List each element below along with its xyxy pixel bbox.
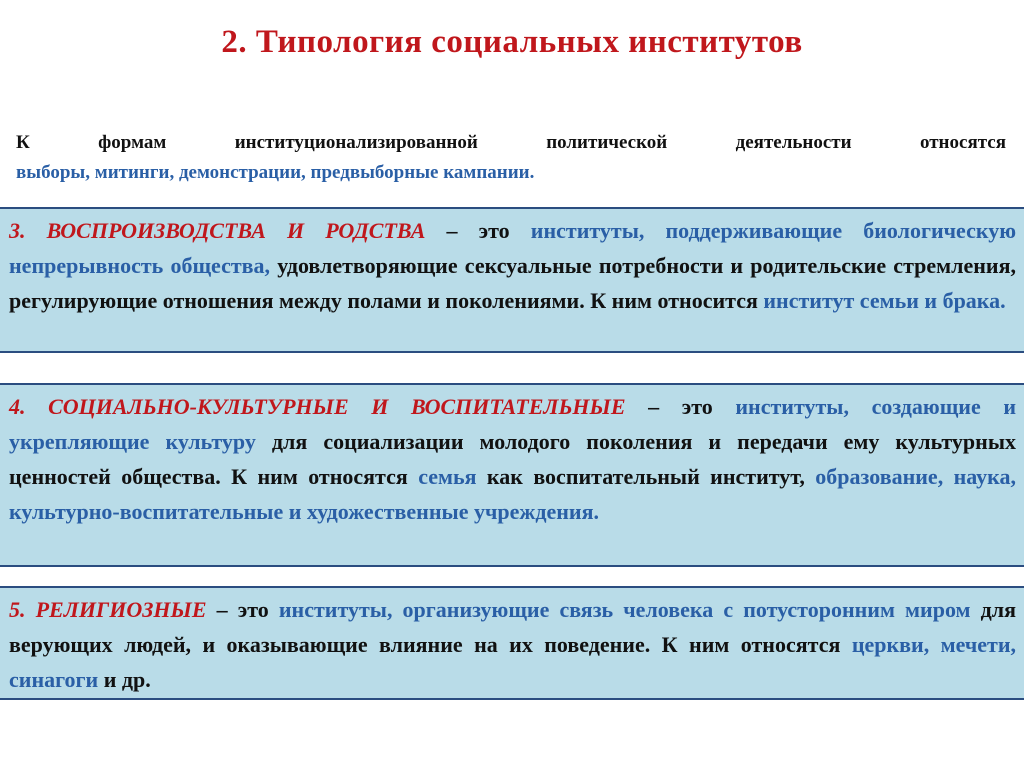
intro-line-1: К формам институционализированной политической деятельности относятся <box>16 132 1006 153</box>
section-definition: институты, организующие связь человека с потусторонним миром <box>278 597 971 622</box>
section-dash: – это <box>425 218 531 243</box>
section-text: для социализации молодого поколения и передачи ему культурных ценностей общества. К ним относятся <box>9 429 1016 489</box>
section-dash: – это <box>625 394 736 419</box>
section-examples: образование, наука, культурно-воспитательные и художественные учреждения. <box>9 464 1016 524</box>
section-examples: церкви, мечети, синагоги <box>9 632 1016 692</box>
section-religious <box>0 586 1024 700</box>
section-heading: ВОСПРОИЗВОДСТВА И РОДСТВА <box>46 218 426 243</box>
section-number: 4. <box>9 394 26 419</box>
intro-paragraph <box>16 128 1006 188</box>
section-heading: СОЦИАЛЬНО-КУЛЬТУРНЫЕ И ВОСПИТАТЕЛЬНЫЕ <box>48 394 626 419</box>
section-examples: институт семьи и брака. <box>763 288 1006 313</box>
section-dash: – это <box>206 597 279 622</box>
section-text: для верующих людей, и оказывающие влияние на их поведение. К ним относятся <box>9 597 1016 657</box>
intro-line-2: выборы, митинги, демонстрации, предвыборные кампании. <box>16 162 535 183</box>
page-title: 2. Типология социальных институтов <box>221 24 803 60</box>
section-text: и др. <box>98 667 151 692</box>
section-sociocultural <box>0 383 1024 567</box>
section-definition: институты, поддерживающие биологическую непрерывность общества, <box>9 218 1017 278</box>
section-example-family: семья <box>418 464 477 489</box>
section-number: 5. <box>9 597 26 622</box>
section-reproduction <box>0 207 1024 353</box>
section-heading: РЕЛИГИОЗНЫЕ <box>35 597 207 622</box>
section-definition: институты, создающие и укрепляющие культуру <box>9 394 1017 454</box>
section-number: 3. <box>9 218 26 243</box>
section-text: удовлетворяющие сексуальные потребности и родительские стремления, регулирующие отношения между полами и поколениями. К ним относится <box>9 253 1016 313</box>
section-text: как воспитательный институт, <box>476 464 816 489</box>
